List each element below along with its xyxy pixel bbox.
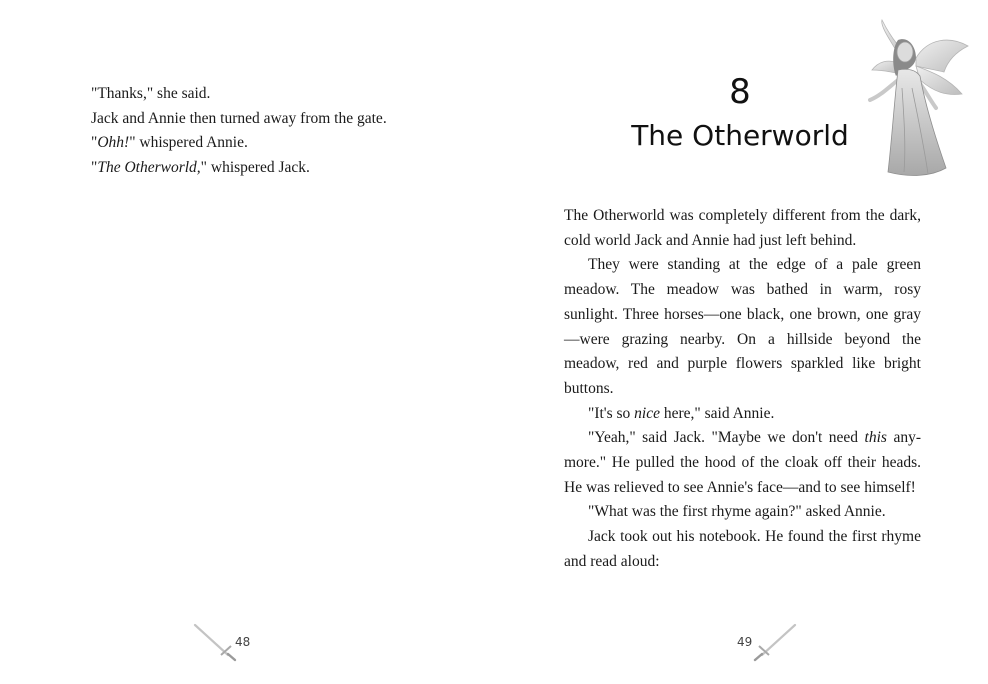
- text-run: " whispered Jack.: [200, 158, 310, 176]
- text-run: ": [91, 134, 98, 151]
- paragraph: [564, 402, 921, 427]
- left-page-text: [91, 82, 451, 180]
- text-run: here," said Annie.: [659, 404, 775, 422]
- text-run: ": [91, 158, 98, 176]
- page-number: 48: [235, 635, 251, 649]
- paragraph: [91, 82, 451, 107]
- text-run: " whispered Annie.: [129, 134, 248, 151]
- paragraph: [564, 253, 921, 401]
- paragraph: [91, 107, 451, 132]
- text-run: "What was the first rhyme again?" asked Annie.: [588, 503, 886, 521]
- italic-text: Ohh!: [97, 134, 130, 151]
- sword-icon: [192, 622, 238, 662]
- paragraph: [564, 525, 921, 574]
- paragraph: [564, 426, 921, 500]
- text-run: Jack took out his notebook. He found the first rhyme and read aloud:: [564, 528, 921, 570]
- sword-icon: [752, 622, 798, 662]
- text-run: The Otherworld was completely different from the dark, cold world Jack and Annie had just left behind.: [564, 207, 921, 249]
- chapter-number: 8: [729, 72, 751, 112]
- text-run: "It's so: [588, 404, 635, 422]
- paragraph: [91, 156, 451, 181]
- fairy-angel-illustration: [858, 18, 974, 182]
- paragraph: [564, 500, 921, 525]
- text-run: "Yeah," said Jack. "Maybe we don't need: [588, 429, 865, 447]
- italic-text: The Otherworld,: [97, 158, 201, 176]
- italic-text: this: [864, 429, 887, 447]
- paragraph: [564, 204, 921, 253]
- right-page-text: [564, 204, 921, 575]
- text-run: anymore." He pulled the hood of the cloak off their heads. He was relieved to see Annie's face—and to see himself!: [564, 429, 921, 496]
- italic-text: nice: [634, 404, 660, 422]
- text-run: Jack and Annie then turned away from the gate.: [91, 109, 387, 127]
- text-run: They were standing at the edge of a pale green meadow. The meadow was bathed in warm, rosy sunlight. Three horses—one black, one brown, one gray—were grazing nearby. On a hillside beyond the meadow, red and purple flowers sparkled like bright buttons.: [564, 256, 921, 397]
- chapter-title: The Otherworld: [631, 119, 849, 152]
- text-run: "Thanks," she said.: [91, 85, 211, 102]
- right-page: [494, 0, 988, 684]
- page-number: 49: [737, 635, 753, 649]
- paragraph: [91, 131, 451, 156]
